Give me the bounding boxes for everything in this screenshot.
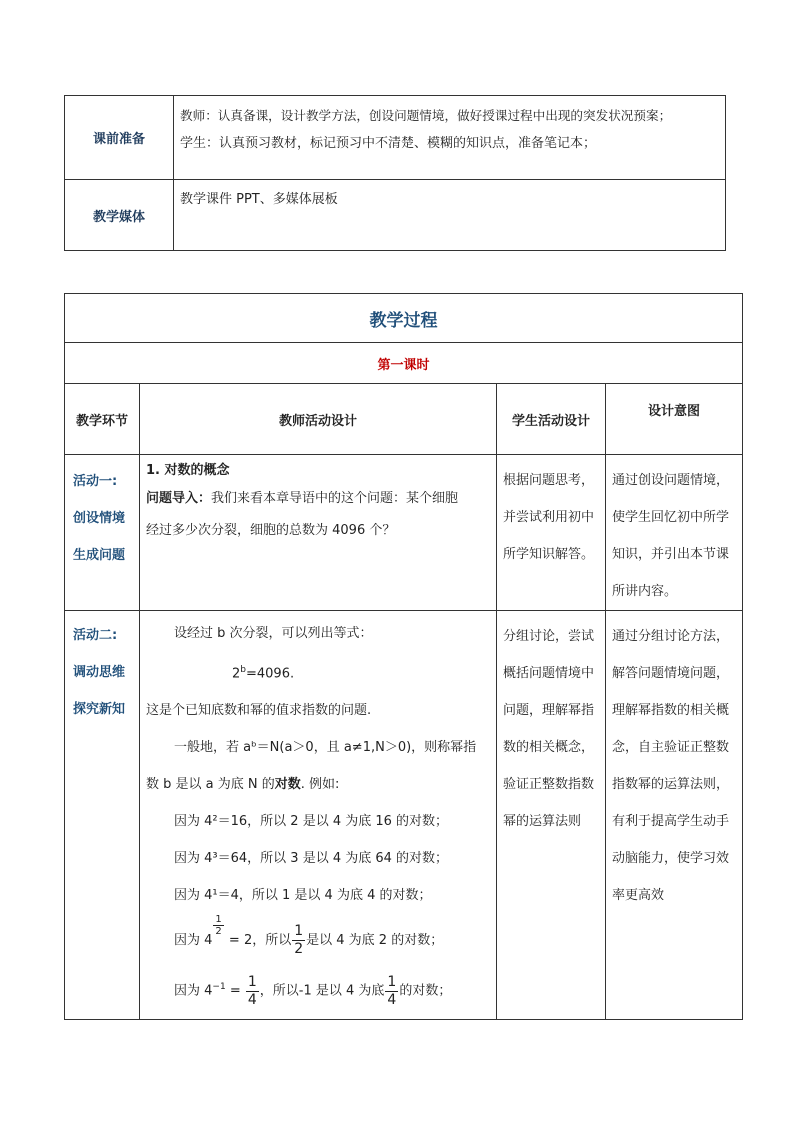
line5-c: . 例如:	[300, 777, 340, 793]
eq-rest: =4096.	[246, 666, 295, 682]
frac-den: 4	[247, 991, 257, 1008]
fraction	[246, 974, 259, 1009]
process-table	[64, 293, 743, 1020]
ex5-b: =	[225, 983, 245, 999]
a2-ex4	[146, 914, 492, 964]
prep-table	[64, 95, 726, 251]
eq-base: 2	[232, 666, 241, 682]
prep-student-line: 学生：认真预习教材，标记预习中不清楚、模糊的知识点，准备笔记本；	[180, 136, 597, 151]
activity2-label-line: 调动思维	[73, 665, 126, 680]
activity1-label-line: 创设情境	[73, 511, 126, 526]
a2-ex5	[146, 964, 492, 1014]
activity2-label-line: 探究新知	[73, 702, 126, 717]
activity1-heading: 1. 对数的概念	[146, 463, 230, 478]
activity1-label	[65, 455, 140, 611]
intro-text: 我们来看本章导语中的这个问题：某个细胞	[211, 491, 459, 506]
activity2-student: 分组讨论，尝试概括问题情境中问题，理解幂指数的相关概念，验证正整数指数幂的运算法则	[497, 611, 606, 1020]
activity1-teacher	[140, 455, 497, 611]
media-label: 教学媒体	[65, 180, 174, 251]
frac-den: 2	[215, 926, 222, 938]
header-row	[65, 384, 743, 455]
fraction	[385, 974, 398, 1009]
ex5-a: 因为 4	[174, 983, 213, 999]
media-content	[174, 180, 726, 251]
exp-fraction	[213, 914, 223, 937]
a2-line5	[146, 766, 492, 803]
header-stage: 教学环节	[65, 384, 140, 455]
header-intent: 设计意图	[606, 384, 743, 455]
media-line: 教学课件 PPT、多媒体展板	[180, 192, 338, 207]
activity2-row	[65, 611, 743, 1020]
media-row	[65, 180, 726, 251]
a2-ex2: 因为 4³＝64，所以 3 是以 4 为底 64 的对数；	[174, 851, 449, 867]
frac-num: 1	[247, 973, 257, 990]
line5-a: 数 b 是以 a 为底 N 的	[146, 777, 275, 793]
eq-exp: b	[240, 665, 246, 675]
frac-num: 1	[387, 973, 397, 990]
process-title: 教学过程	[65, 294, 743, 343]
activity2-label-line: 活动二:	[73, 628, 118, 643]
activity1-label-line: 活动一:	[73, 474, 118, 489]
ex4-c: 是以 4 为底 2 的对数；	[306, 933, 444, 949]
frac-num: 1	[294, 923, 304, 940]
a2-ex3: 因为 4¹＝4，所以 1 是以 4 为底 4 的对数；	[174, 888, 432, 904]
a2-line1: 设经过 b 次分裂，可以列出等式：	[174, 626, 373, 641]
activity1-student: 根据问题思考，并尝试利用初中所学知识解答。	[497, 455, 606, 611]
activity2-intent: 通过分组讨论方法，解答问题情境问题，理解幂指数的相关概念，自主验证正整数指数幂的运算法则，有利于提高学生动手动脑能力，使学习效率更高效	[606, 611, 743, 1020]
ex5-c: ，所以-1 是以 4 为底	[259, 983, 385, 999]
ex5-exp: −1	[212, 982, 226, 993]
frac-num: 1	[215, 914, 222, 926]
activity1-label-line: 生成问题	[73, 548, 126, 563]
line5-bold: 对数	[274, 777, 301, 793]
activity1-intro	[146, 483, 492, 515]
header-teacher: 教师活动设计	[140, 384, 497, 455]
activity1-intent: 通过创设问题情境，使学生回忆初中所学知识，并引出本节课所讲内容。	[606, 455, 743, 611]
a2-line4: 一般地，若 aᵇ＝N(a＞0，且 a≠1,N＞0)，则称幂指	[174, 740, 477, 756]
ex5-d: 的对数；	[399, 983, 452, 999]
activity2-label	[65, 611, 140, 1020]
frac-den: 4	[387, 991, 397, 1008]
prep-content	[174, 96, 726, 180]
ex4-a: 因为 4	[174, 933, 213, 949]
prep-row	[65, 96, 726, 180]
activity1-row	[65, 455, 743, 611]
intro-label: 问题导入：	[146, 491, 212, 506]
frac-den: 2	[294, 941, 304, 958]
activity1-intro-cont: 经过多少次分裂，细胞的总数为 4096 个？	[146, 523, 396, 538]
prep-label: 课前准备	[65, 96, 174, 180]
fraction	[292, 923, 305, 958]
lesson-subtitle: 第一课时	[65, 343, 743, 384]
a2-equation	[146, 652, 492, 692]
a2-ex1: 因为 4²＝16，所以 2 是以 4 为底 16 的对数；	[174, 814, 449, 830]
ex4-b: = 2，所以	[224, 933, 292, 949]
prep-teacher-line: 教师：认真备课，设计教学方法，创设问题情境，做好授课过程中出现的突发状况预案；	[180, 108, 672, 123]
activity2-teacher	[140, 611, 497, 1020]
a2-line3: 这是个已知底数和幂的值求指数的问题.	[146, 703, 372, 719]
header-student: 学生活动设计	[497, 384, 606, 455]
